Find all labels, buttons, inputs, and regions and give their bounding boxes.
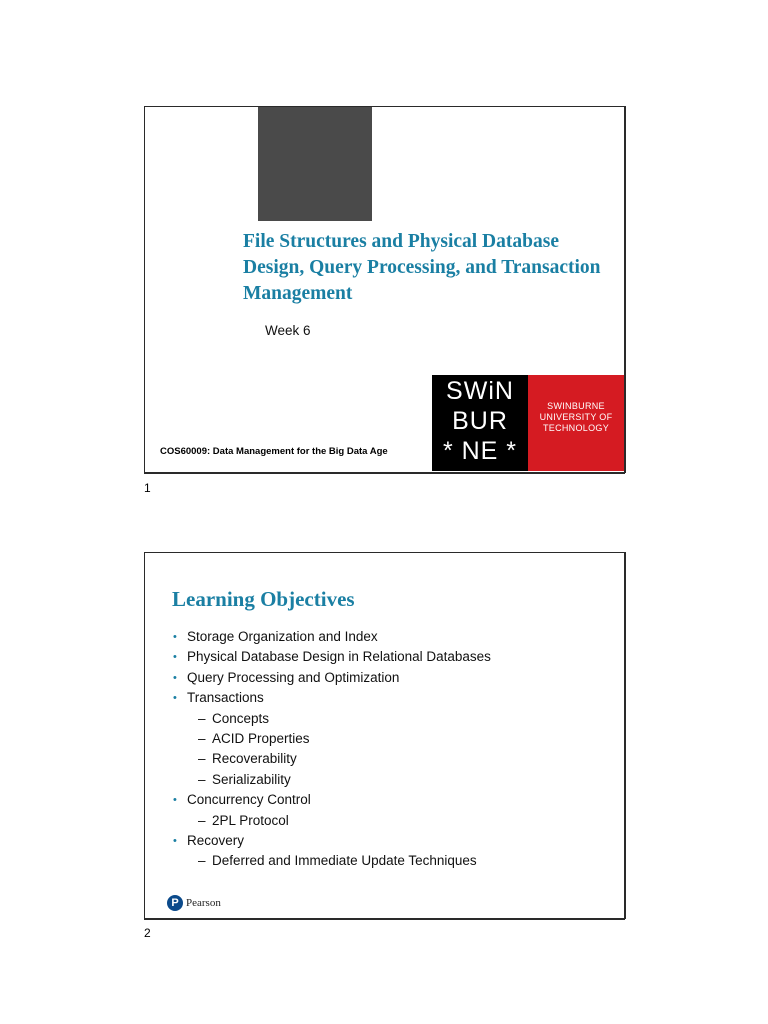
- swinburne-logo-mark: [432, 375, 528, 471]
- dash-icon: –: [198, 812, 206, 828]
- objectives-list: [173, 627, 491, 872]
- bullet-icon: •: [173, 794, 177, 807]
- objective-text: Concepts: [212, 710, 270, 726]
- objective-text: Concurrency Control: [187, 792, 311, 808]
- institution-line: UNIVERSITY OF: [539, 412, 613, 422]
- dash-icon: –: [198, 730, 206, 746]
- slide-2: [144, 552, 625, 919]
- logo-line: BUR: [452, 407, 508, 435]
- page-number: 1: [144, 481, 151, 495]
- objective-text: Storage Organization and Index: [187, 629, 378, 644]
- objective-item: [173, 790, 491, 810]
- objective-text: ACID Properties: [212, 730, 310, 746]
- objective-subitem: [173, 749, 491, 769]
- bullet-icon: •: [173, 631, 177, 643]
- objective-text: Physical Database Design in Relational Databases: [187, 649, 491, 665]
- course-footer: COS60009: Data Management for the Big Data Age: [160, 446, 388, 457]
- objective-item: [173, 688, 491, 708]
- objective-subitem: [173, 811, 491, 831]
- objective-text: Recoverability: [212, 751, 297, 767]
- dash-icon: –: [198, 710, 206, 726]
- slide-title: Learning Objectives: [172, 587, 355, 611]
- objective-text: Query Processing and Optimization: [187, 669, 400, 685]
- objective-subitem: [173, 770, 491, 790]
- objective-subitem: [173, 729, 491, 749]
- dash-icon: –: [198, 771, 206, 787]
- objective-item: [173, 647, 491, 667]
- logo-line: SWiN: [446, 377, 514, 405]
- bullet-icon: •: [173, 834, 177, 847]
- swinburne-logo-text: [528, 375, 624, 471]
- objective-text: Recovery: [187, 832, 245, 848]
- title-image: [258, 107, 372, 221]
- objective-item: [173, 831, 491, 851]
- objective-text: Serializability: [212, 771, 291, 787]
- page-number: 2: [144, 926, 151, 940]
- objective-text: 2PL Protocol: [212, 812, 289, 828]
- objective-text: Deferred and Immediate Update Techniques: [212, 853, 477, 869]
- pearson-logo: [167, 894, 221, 912]
- bullet-icon: •: [173, 692, 177, 705]
- institution-line: SWINBURNE: [547, 401, 605, 411]
- institution-line: TECHNOLOGY: [542, 423, 609, 433]
- pearson-icon: P: [167, 895, 183, 911]
- dash-icon: –: [198, 751, 206, 767]
- objective-subitem: [173, 851, 491, 871]
- bullet-icon: •: [173, 671, 177, 684]
- bullet-icon: •: [173, 651, 177, 664]
- logo-line: * NE *: [442, 437, 518, 465]
- swinburne-logo: [432, 375, 624, 471]
- slide-subtitle: Week 6: [265, 323, 311, 338]
- objective-item: [173, 627, 491, 647]
- objective-subitem: [173, 709, 491, 729]
- dash-icon: –: [198, 853, 206, 869]
- objective-text: Transactions: [187, 690, 264, 706]
- objective-item: [173, 668, 491, 688]
- slide-title: File Structures and Physical Database Design, Query Processing, and Transaction Management: [243, 231, 601, 304]
- publisher-name: Pearson: [186, 897, 221, 909]
- slide-1: [144, 106, 625, 473]
